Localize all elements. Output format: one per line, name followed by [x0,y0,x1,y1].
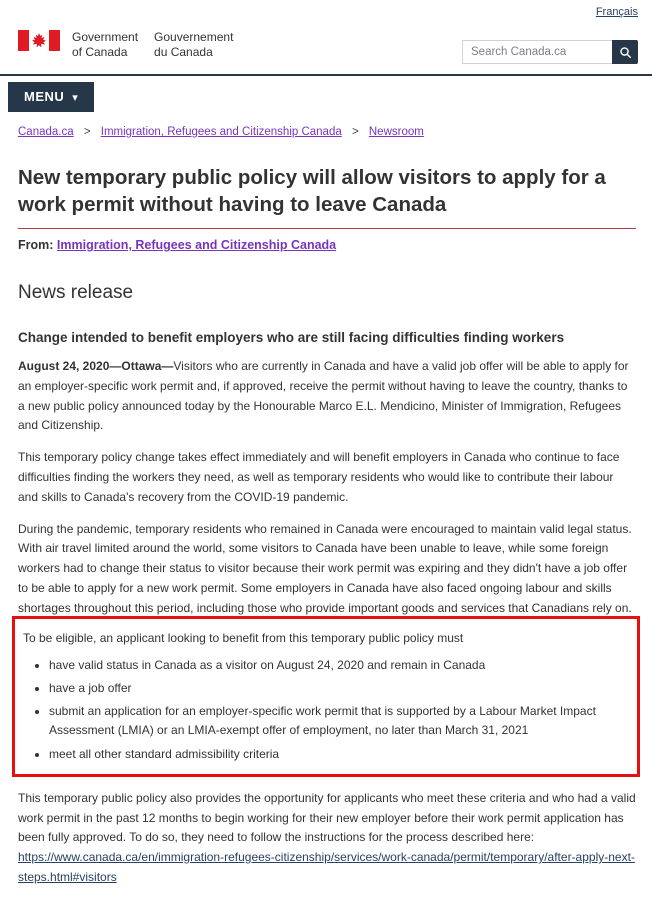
process-instructions-link[interactable]: https://www.canada.ca/en/immigration-refugees-citizenship/services/work-canada/permit/temporary/after-apply-next-steps.html#visitors [18,850,635,884]
breadcrumb-separator: > [351,126,359,138]
list-item: • submit an application for an employer-specific work permit that is supported by a Labour Market Impact Assessment (LMIA) or an LMIA-exempt offer of employment, no later than March 31, 2021 [49,702,627,740]
menu-band [0,76,652,112]
wordmark-english [72,30,138,60]
paragraph-dateline-text: Visitors who are currently in Canada and have a valid job offer will be able to apply for an employer-specific work permit and, if approved, receive the permit without having to leave the country, thanks to a new public policy announced today by the Honourable Marco E.L. Mendicino, Minister of Immigration, Refugees and Citizenship. [18,359,629,433]
top-bar [0,0,652,20]
wordmark-en-line2: of Canada [72,45,128,59]
breadcrumb-link-newsroom[interactable]: Newsroom [368,126,424,138]
eligibility-intro: To be eligible, an applicant looking to benefit from this temporary public policy must [23,630,464,645]
page-title: New temporary public policy will allow visitors to apply for a work permit without having to leave Canada [18,164,636,229]
eligibility-list [49,656,627,764]
article-content [0,164,652,908]
paragraph-closing [18,789,636,888]
magnifier-icon [619,46,632,59]
paragraph-pandemic-context: During the pandemic, temporary residents who remained in Canada were encouraged to maintain valid legal status. With air travel limited around the world, some visitors to Canada have been unable to leave, while some foreign workers had to change their status to visitor because their work permit was expiring and they didn't have a job offer to be able to apply for a new work permit. Some employers in Canada have also faced ongoing labour and skills shortages throughout this period, including those who provide important goods and services that Canadians rely on. [18,521,632,615]
dateline-lead: August 24, 2020—Ottawa— [18,359,174,374]
breadcrumb-separator: > [83,126,91,138]
search-button[interactable] [612,40,638,64]
breadcrumb [18,126,634,138]
wordmark-en-line1: Government [72,30,139,44]
from-line [18,238,636,252]
article-subheading: Change intended to benefit employers who are still facing difficulties finding workers [18,330,565,346]
paragraph-dateline [18,357,636,436]
language-toggle-link[interactable]: Français [595,6,638,18]
wordmark-fr-line1: Gouvernement [154,30,234,44]
closing-text: This temporary public policy also provides the opportunity for applicants who meet these criteria and who had a valid work permit in the past 12 months to begin working for their new employer before their work permit application has been fully approved. To do so, they need to follow the instructions for the process described here: [18,790,636,845]
breadcrumb-link-ircc[interactable]: Immigration, Refugees and Citizenship Canada [100,126,342,138]
wordmark-french [154,30,233,60]
search-input[interactable] [462,40,612,64]
menu-button[interactable] [8,82,94,112]
site-header [0,20,652,74]
flag-right-band [49,30,60,51]
breadcrumb-link-canada-ca[interactable]: Canada.ca [18,126,74,138]
government-of-canada-signature[interactable] [18,26,233,60]
news-release-heading: News release [18,282,134,304]
list-item: • have valid status in Canada as a visitor on August 24, 2020 and remain in Canada [49,656,627,675]
flag-left-band [18,30,29,51]
government-wordmark [72,30,233,60]
list-item: • have a job offer [49,679,627,698]
eligibility-highlight-box [12,616,640,777]
wordmark-fr-line2: du Canada [154,45,213,59]
flag-field [29,30,49,51]
from-label: From: [18,238,54,253]
chevron-down-icon: ▾ [72,92,79,104]
paragraph-policy-effect: This temporary policy change takes effect immediately and will benefit employers in Canada who continue to face difficulties finding the workers they need, as well as temporary residents who would like to contribute their labour and skills to Canada's recovery from the COVID-19 pandemic. [18,450,620,504]
menu-button-label: MENU [24,89,65,104]
canada-flag-icon [18,30,60,51]
list-item: • meet all other standard admissibility criteria [49,745,627,764]
from-department-link[interactable]: Immigration, Refugees and Citizenship Canada [56,238,337,253]
site-search [462,40,638,64]
maple-leaf-icon [31,32,47,49]
